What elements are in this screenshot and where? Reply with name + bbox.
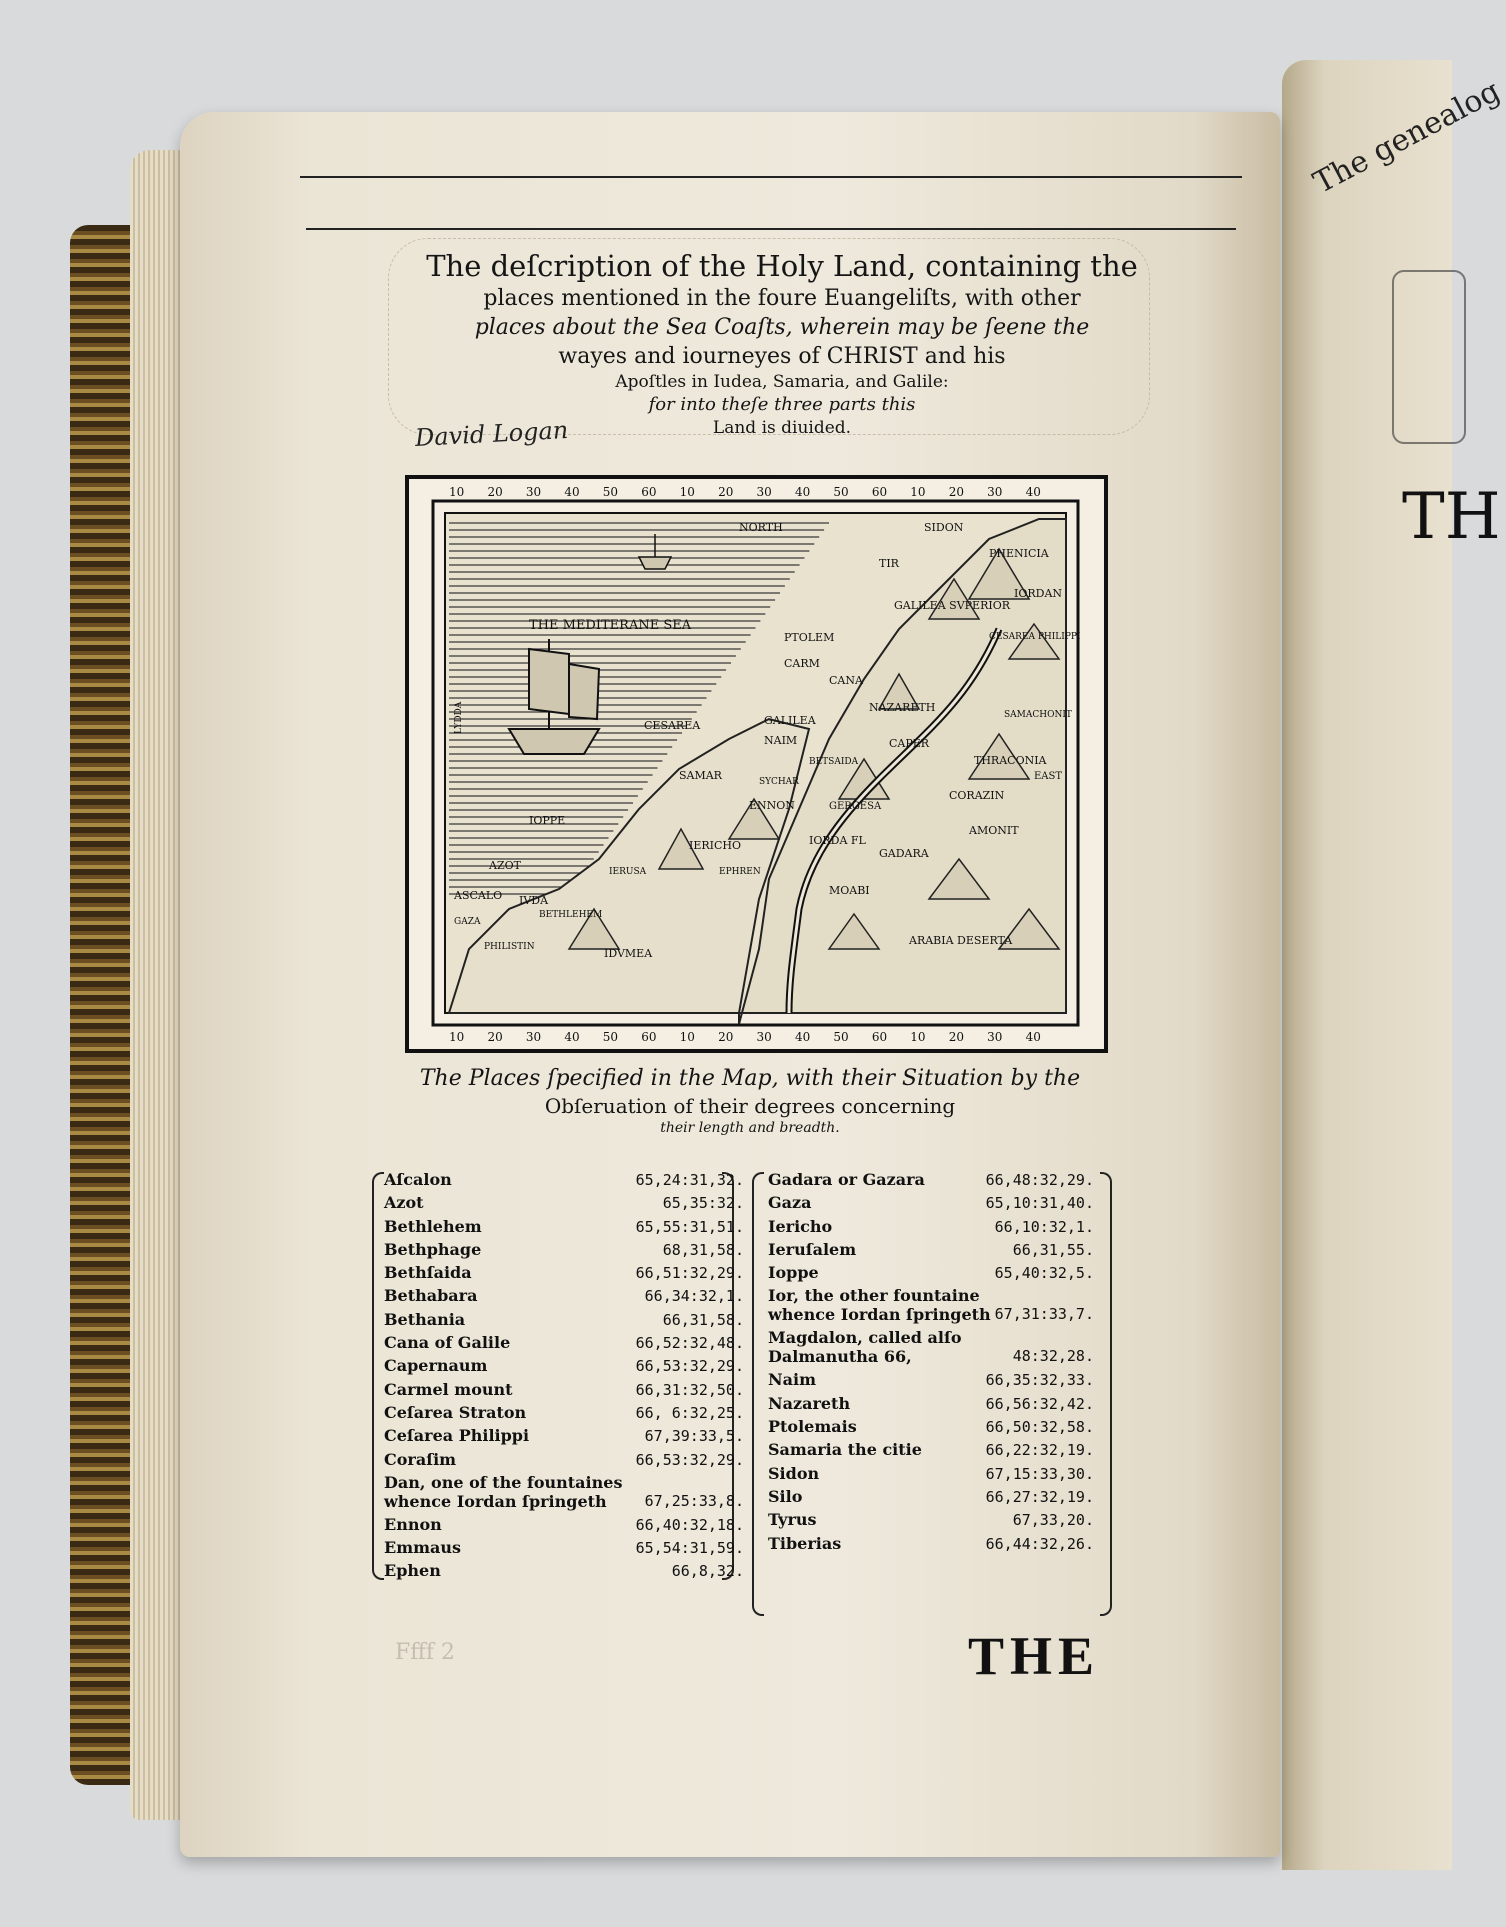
map-scale-bottom-0: 10 xyxy=(449,1030,465,1044)
place-row xyxy=(768,1370,1094,1393)
heading-line-1: The deſcription of the Holy Land, containing the xyxy=(426,249,1138,283)
map-scale-top-6: 10 xyxy=(679,485,695,499)
heading-line-4: wayes and iourneyes of CHRIST and his xyxy=(558,344,1006,369)
map-scale-bottom-11: 60 xyxy=(871,1030,888,1044)
catchword: THE xyxy=(968,1626,1101,1686)
map-label-idumea: IDVMEA xyxy=(604,947,653,960)
top-rule-2 xyxy=(306,228,1236,230)
place-name: Capernaum xyxy=(384,1356,488,1376)
map-scale-top-13: 20 xyxy=(948,485,964,499)
place-coords: 65,10:31,40. xyxy=(985,1194,1094,1213)
place-coords: 65,55:31,51. xyxy=(635,1217,744,1236)
place-name: Nazareth xyxy=(768,1393,851,1413)
map-label-iorda-fl: IORDA FL xyxy=(809,834,866,847)
place-row xyxy=(384,1403,744,1426)
place-coords: 66,31:32,50. xyxy=(635,1380,744,1399)
map-label-samar: SAMAR xyxy=(679,769,722,782)
place-row xyxy=(768,1464,1094,1487)
map-scale-top-3: 40 xyxy=(564,485,580,499)
place-row xyxy=(768,1240,1094,1263)
map-scale-bottom-8: 30 xyxy=(756,1030,772,1044)
map-label-ptolem: PTOLEM xyxy=(784,631,835,644)
map-label-iordan: IORDAN xyxy=(1014,587,1063,600)
map-label-moabi: MOABI xyxy=(829,884,870,897)
map-scale-top-10: 50 xyxy=(833,485,849,499)
map-label-naim: NAIM xyxy=(764,734,798,747)
heading-line-2: places mentioned in the foure Euangeliſts, with other xyxy=(483,286,1081,311)
map-scale-top-2: 30 xyxy=(525,485,542,499)
place-coords: 66,50:32,58. xyxy=(985,1418,1094,1437)
place-name: Ephen xyxy=(384,1561,441,1581)
left-table-brace-open xyxy=(372,1172,384,1580)
place-name: Ceſarea Philippi xyxy=(384,1426,530,1446)
signature-mark: Ffff 2 xyxy=(395,1640,456,1665)
place-name: Bethania xyxy=(384,1309,466,1329)
place-coords: 66,52:32,48. xyxy=(635,1334,744,1353)
place-row xyxy=(384,1538,744,1561)
place-coords: 66,53:32,29. xyxy=(635,1357,744,1376)
map-scale-top-0: 10 xyxy=(449,485,465,499)
place-name: Ennon xyxy=(384,1514,442,1534)
map-label-cana: CANA xyxy=(829,674,863,687)
map-scale-bottom-7: 20 xyxy=(718,1030,734,1044)
map-label-ascalo: ASCALO xyxy=(454,889,503,902)
map-scale-bottom-4: 50 xyxy=(602,1030,619,1044)
map-scale-top-5: 60 xyxy=(641,485,657,499)
map-label-north: NORTH xyxy=(739,521,783,534)
place-row xyxy=(384,1286,744,1309)
map-label-gergesa: GERGESA xyxy=(829,801,882,812)
place-row xyxy=(384,1450,744,1473)
facing-page xyxy=(1282,60,1506,1870)
place-row xyxy=(384,1515,744,1538)
place-coords: 67,31:33,7. xyxy=(994,1305,1094,1324)
map-label-ioppe: IOPPE xyxy=(529,814,566,827)
place-row xyxy=(384,1310,744,1333)
place-coords: 66,44:32,26. xyxy=(985,1534,1094,1553)
map-scale-top-4: 50 xyxy=(602,485,619,499)
map-label-amonit: AMONIT xyxy=(969,824,1019,837)
place-coords: 66,22:32,19. xyxy=(985,1441,1094,1460)
map-label-nazareth: NAZARETH xyxy=(869,701,936,714)
place-coords: 65,54:31,59. xyxy=(635,1539,744,1558)
map-scale-top-12: 10 xyxy=(910,485,926,499)
map-label-arabia-deserta: ARABIA DESERTA xyxy=(909,934,1013,947)
map-label-ierusa: IERUSA xyxy=(609,867,647,877)
place-name: Gadara or Gazara xyxy=(768,1170,925,1189)
place-row xyxy=(768,1286,1094,1328)
map-scale-top-15: 40 xyxy=(1025,485,1041,499)
map-label-phenicia: PHENICIA xyxy=(989,547,1049,560)
place-coords: 67,33,20. xyxy=(1012,1511,1094,1530)
map-scale-bottom-14: 30 xyxy=(987,1030,1003,1044)
map-label-sea: THE MEDITERANE SEA xyxy=(529,618,692,633)
place-row xyxy=(768,1534,1094,1557)
places-title-line-1: The Places ſpecified in the Map, with their Situation by the xyxy=(419,1066,1081,1091)
map-scale-bottom-3: 40 xyxy=(564,1030,580,1044)
place-coords: 65,24:31,32. xyxy=(635,1171,744,1189)
map-scale-bottom-6: 10 xyxy=(679,1030,695,1044)
place-coords: 68,31,58. xyxy=(662,1240,744,1259)
map-scale-bottom-15: 40 xyxy=(1025,1030,1041,1044)
map-label-azot: AZOT xyxy=(489,859,521,872)
place-row xyxy=(768,1263,1094,1286)
handwritten-signature: David Logan xyxy=(414,416,569,452)
place-row xyxy=(384,1561,744,1584)
map-label-thraconia: THRACONIA xyxy=(974,754,1047,767)
place-name: Naim xyxy=(768,1370,816,1390)
map-label-tir: TIR xyxy=(879,557,899,570)
place-coords: 66,8,32. xyxy=(671,1562,744,1581)
map-label-east: EAST xyxy=(1034,771,1063,782)
place-row xyxy=(768,1510,1094,1533)
place-name: Samaria the citie xyxy=(768,1440,922,1460)
map-scale-bottom-13: 20 xyxy=(948,1030,964,1044)
place-row xyxy=(768,1328,1094,1370)
place-row xyxy=(768,1217,1094,1240)
place-row xyxy=(768,1193,1094,1216)
places-table-left xyxy=(384,1170,744,1585)
heading-line-5: Apoſtles in Iudea, Samaria, and Galile: xyxy=(615,372,949,392)
place-row xyxy=(384,1217,744,1240)
map-scale-top-7: 20 xyxy=(718,485,734,499)
place-name: Gaza xyxy=(768,1193,812,1213)
place-name: Ioppe xyxy=(768,1263,819,1283)
heading-line-6: for into theſe three parts this xyxy=(648,394,916,415)
places-table-right xyxy=(768,1170,1094,1557)
right-table-brace-open xyxy=(752,1172,764,1616)
place-name: Sidon xyxy=(768,1463,820,1483)
place-row xyxy=(384,1356,744,1379)
map-scale-bottom-12: 10 xyxy=(910,1030,926,1044)
place-row xyxy=(384,1240,744,1263)
place-name: Bethlehem xyxy=(384,1216,482,1236)
place-row xyxy=(768,1487,1094,1510)
place-name: Cana of Galile xyxy=(384,1333,511,1353)
place-name: Emmaus xyxy=(384,1538,462,1558)
facing-page-ornament xyxy=(1392,270,1466,444)
place-coords: 66,10:32,1. xyxy=(994,1217,1094,1236)
right-table-brace-close xyxy=(1100,1172,1112,1616)
map-label-carm: CARM xyxy=(784,657,820,670)
place-coords: 66,34:32,1. xyxy=(644,1287,744,1306)
map-scale-bottom-10: 50 xyxy=(833,1030,849,1044)
place-coords: 66,53:32,29. xyxy=(635,1450,744,1469)
place-coords: 66,31,58. xyxy=(662,1310,744,1329)
map-label-caper: CAPER xyxy=(889,737,930,750)
facing-page-initial: TH xyxy=(1402,480,1501,554)
place-coords: 66,35:32,33. xyxy=(985,1371,1094,1390)
places-title xyxy=(380,1065,1120,1137)
place-name: Iericho xyxy=(768,1216,833,1236)
map-scale-bottom-9: 40 xyxy=(794,1030,811,1044)
place-coords: 67,15:33,30. xyxy=(985,1464,1094,1483)
place-coords: 66, 6:32,25. xyxy=(635,1403,744,1422)
place-name: Carmel mount xyxy=(384,1379,513,1399)
place-row xyxy=(768,1394,1094,1417)
map-label-gaza: GAZA xyxy=(454,917,481,927)
map-label-cesarea-philippi: CESAREA PHILIPPI xyxy=(989,632,1081,642)
heading-line-3: places about the Sea Coaſts, wherein may be ſeene the xyxy=(474,315,1090,340)
map-label-lydda: LYDDA xyxy=(454,701,464,734)
place-name: Bethſaida xyxy=(384,1263,472,1283)
map-label-cesarea: CESAREA xyxy=(644,719,701,732)
place-coords: 66,56:32,42. xyxy=(985,1394,1094,1413)
place-name: Ieruſalem xyxy=(768,1239,857,1259)
map-label-galilea-superior: GALILEA SVPERIOR xyxy=(894,599,1010,612)
map-scale-bottom-1: 20 xyxy=(487,1030,503,1044)
place-row xyxy=(384,1426,744,1449)
map-scale-top-1: 20 xyxy=(487,485,503,499)
map-scale-bottom-5: 60 xyxy=(641,1030,657,1044)
place-coords: 65,40:32,5. xyxy=(994,1264,1094,1283)
map-label-galilea: GALILEA xyxy=(764,714,816,727)
places-title-line-2: Obſeruation of their degrees concerning xyxy=(544,1094,956,1118)
place-name: Magdalon, called alſo Dalmanutha 66, xyxy=(768,1328,962,1367)
place-coords: 67,39:33,5. xyxy=(644,1427,744,1446)
map-scale-top-11: 60 xyxy=(871,485,888,499)
place-name: Ptolemais xyxy=(768,1417,857,1437)
place-row xyxy=(768,1417,1094,1440)
place-name: Ior, the other fountaine whence Iordan ſpringeth xyxy=(768,1286,991,1325)
map-illustration xyxy=(409,479,1104,1049)
place-coords: 67,25:33,8. xyxy=(644,1491,744,1510)
place-row xyxy=(384,1380,744,1403)
place-name: Bethabara xyxy=(384,1286,478,1306)
heading-line-7: Land is diuided. xyxy=(712,418,852,438)
places-title-line-3: their length and breadth. xyxy=(660,1120,840,1136)
place-row xyxy=(384,1333,744,1356)
map-label-gadara: GADARA xyxy=(879,847,929,860)
place-coords: 66,27:32,19. xyxy=(985,1487,1094,1506)
map-scale-top-9: 40 xyxy=(794,485,811,499)
map-label-iuda: IVDA xyxy=(519,894,549,907)
holy-land-map xyxy=(405,475,1108,1053)
place-row xyxy=(384,1193,744,1216)
place-name: Tiberias xyxy=(768,1533,842,1553)
map-scale-top-8: 30 xyxy=(756,485,772,499)
map-scale-bottom-2: 30 xyxy=(525,1030,542,1044)
place-name: Coraſim xyxy=(384,1449,457,1469)
map-label-iericho: IERICHO xyxy=(689,839,742,852)
map-label-ephren: EPHREN xyxy=(719,867,761,877)
place-name: Ceſarea Straton xyxy=(384,1402,527,1422)
place-name: Azot xyxy=(384,1193,424,1213)
place-coords: 48:32,28. xyxy=(1012,1347,1094,1366)
place-row xyxy=(768,1170,1094,1193)
top-rule xyxy=(300,176,1242,178)
map-label-sidon: SIDON xyxy=(924,521,964,534)
place-name: Aſcalon xyxy=(384,1170,452,1189)
map-label-philistin: PHILISTIN xyxy=(484,942,535,952)
map-label-corazin: CORAZIN xyxy=(949,789,1005,802)
place-coords: 66,51:32,29. xyxy=(635,1264,744,1283)
place-coords: 65,35:32. xyxy=(662,1194,744,1213)
place-row xyxy=(768,1440,1094,1463)
map-label-ennon: ENNON xyxy=(749,799,795,812)
place-row xyxy=(384,1473,744,1515)
place-coords: 66,40:32,18. xyxy=(635,1515,744,1534)
place-coords: 66,48:32,29. xyxy=(985,1171,1094,1189)
map-label-bethlehem: BETHLEHEM xyxy=(539,910,603,920)
place-name: Silo xyxy=(768,1486,803,1506)
map-label-betsaida: BETSAIDA xyxy=(809,757,859,767)
place-coords: 66,31,55. xyxy=(1012,1240,1094,1259)
map-label-samachonit: SAMACHONIT xyxy=(1004,710,1072,720)
place-row xyxy=(384,1170,744,1193)
place-name: Bethphage xyxy=(384,1239,482,1259)
page-heading xyxy=(412,248,1152,439)
map-label-sychar: SYCHAR xyxy=(759,777,799,787)
map-scale-top-14: 30 xyxy=(987,485,1003,499)
place-name: Dan, one of the fountaines whence Iordan ſpringeth xyxy=(384,1472,623,1511)
place-row xyxy=(384,1263,744,1286)
facing-page-running-title: The genealog xyxy=(1308,73,1506,201)
place-name: Tyrus xyxy=(768,1510,817,1530)
